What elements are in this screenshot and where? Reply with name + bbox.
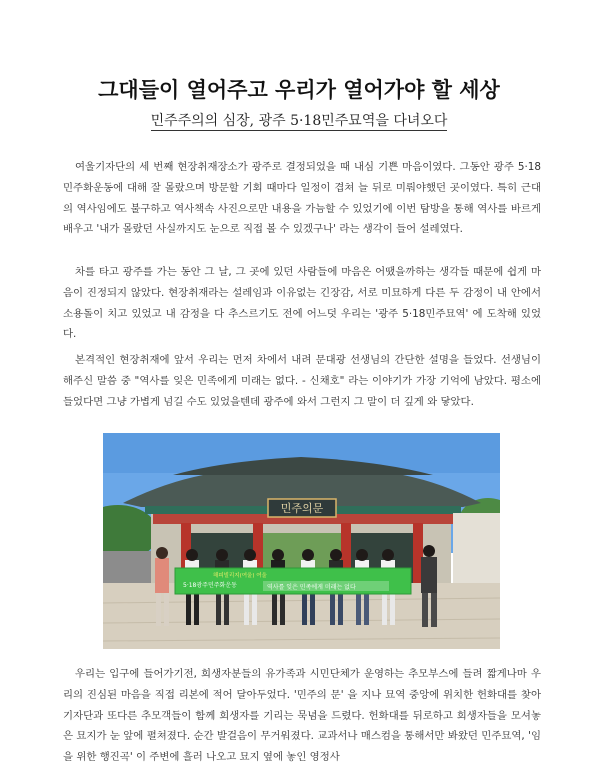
document-subtitle <box>0 110 598 130</box>
group-photo-at-gate <box>103 433 500 649</box>
banner-line-3: 역사를 잊은 민족에게 미래는 없다 <box>267 584 356 591</box>
document-title: 그대들이 열어주고 우리가 열어가야 할 세상 <box>98 78 500 102</box>
paragraph-2: 차를 타고 광주를 가는 동안 그 날, 그 곳에 있던 사람들에 마음은 어땠을까하는 생각들 때문에 쉽게 마음이 진정되지 않았다. 현장취재라는 설레임과 이유없는 긴장감, 서로 미묘하게 다른 두 감정이 내 안에서 소용돌이 치고 있었고 내 감정을 다 추스르기도 전에 어느덧 우리는 '광주 5·18민주묘역' 에 도착해 있었다. <box>63 266 541 341</box>
green-banner <box>175 568 411 594</box>
paragraph-4: 우리는 입구에 들어가기전, 희생자분들의 유가족과 시민단체가 운영하는 추모부스에 들려 짧게나마 우리의 진심된 마음을 직접 리본에 적어 달아두었다. '민주의 문' 을 지나 묘역 중앙에 위치한 헌화대를 찾아 기자단과 또다른 추모객들이 함께 희생자를 기리는 묵념을 드렸다. 헌화대를 뒤로하고 희생자들을 모셔놓은 묘지가 눈 앞에 펼쳐졌다. 순간 발걸음이 무거워졌다. 교과서나 매스컴을 통해서만 봐왔던 민주묘역, '임을 위한 행진곡' 이 주변에 흘러 나오고 묘지 옆에 놓인 영정사 <box>63 668 541 764</box>
banner-line-2: 5·18광주민주화운동 <box>183 582 237 589</box>
gate-sign-text: 민주의문 <box>280 502 324 515</box>
paragraph-3: 본격적인 현장취재에 앞서 우리는 먼저 차에서 내려 문대광 선생님의 간단한 설명을 들었다. 선생님이 해주신 말씀 중 "역사를 잊은 민족에게 미래는 없다. - 신채호" 라는 이야기가 가장 기억에 남았다. 평소에 들었다면 그냥 가볍게 넘길 수도 있었을텐데 광주에 와서 그런지 그 말이 더 깊게 와 닿았다. <box>63 354 541 408</box>
banner-line-1: 해피빌리지(여울) 여울 <box>213 573 267 579</box>
paragraph-1: 여울기자단의 세 번째 현장취재장소가 광주로 결정되었을 때 내심 기쁜 마음이였다. 그동안 광주 5·18 민주화운동에 대해 잘 몰랐으며 방문할 기회 때마다 일정이 겹쳐 늘 뒤로 미뤄야했던 곳이였다. 특히 근대의 역사임에도 불구하고 역사책속 사진으로만 내용을 가늠할 수 있었기에 이번 탐방을 통해 역사를 바르게 배우고 '내가 몰랐던 사실까지도 눈으로 직접 볼 수 있겠구나' 라는 생각이 들어 설레였다. <box>63 161 541 236</box>
subtitle-text: 민주주의의 심장, 광주 5·18민주묘역을 다녀오다 <box>150 113 448 129</box>
